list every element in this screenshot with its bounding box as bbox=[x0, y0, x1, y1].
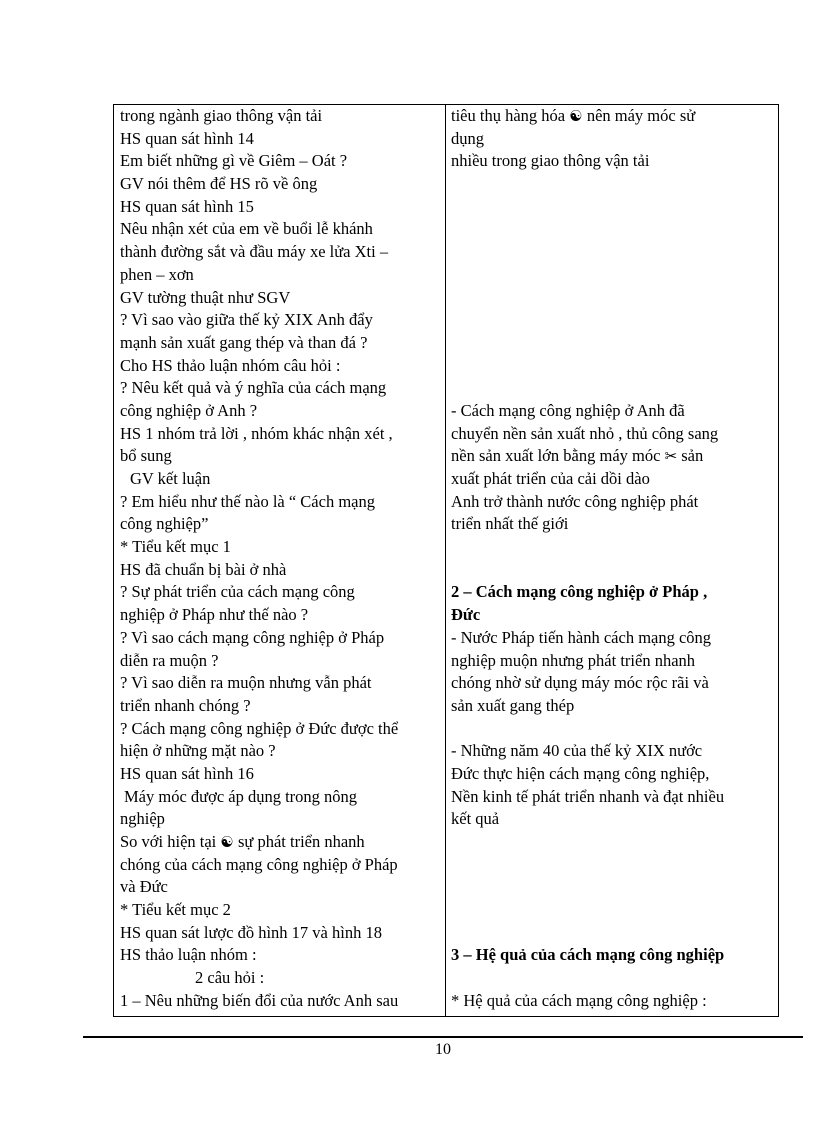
text-line: công nghiệp” bbox=[120, 514, 209, 534]
text-line bbox=[451, 105, 773, 128]
text-line: Cho HS thảo luận nhóm câu hỏi : bbox=[120, 355, 341, 375]
text-line: ? Nêu kết quả và ý nghĩa của cách mạng bbox=[120, 378, 387, 398]
text-line: triển nhất thế giới bbox=[451, 514, 569, 534]
text-line: Em biết những gì về Giêm – Oát ? bbox=[120, 151, 348, 171]
text-line: chóng của cách mạng công nghiệp ở Pháp bbox=[120, 854, 398, 874]
text-line: GV nói thêm để HS rõ về ông bbox=[120, 174, 318, 194]
text-line: - Những năm 40 của thế kỷ XIX nước bbox=[451, 741, 703, 761]
text-line: Máy móc được áp dụng trong nông bbox=[124, 786, 358, 806]
text-line: chóng nhờ sử dụng máy móc rộc rãi và bbox=[451, 673, 709, 693]
text-line: * Tiểu kết mục 1 bbox=[120, 537, 231, 557]
text-line: HS quan sát hình 15 bbox=[120, 196, 254, 216]
text-fragment: sản bbox=[681, 446, 704, 466]
text-line: 2 câu hỏi : bbox=[195, 968, 265, 988]
text-line: trong ngành giao thông vận tải bbox=[120, 106, 323, 125]
section-heading: 3 – Hệ quả của cách mạng công nghiệp bbox=[451, 945, 725, 965]
text-line: Anh trở thành nước công nghiệp phát bbox=[451, 491, 699, 511]
text-line: nghiệp ở Pháp như thế nào ? bbox=[120, 605, 309, 625]
text-fragment: sự phát triển nhanh bbox=[237, 832, 365, 851]
text-line: dụng bbox=[451, 128, 484, 148]
text-fragment: nền sản xuất lớn bằng máy móc bbox=[451, 446, 661, 466]
text-line: HS quan sát hình 16 bbox=[120, 763, 254, 783]
text-line: * Tiểu kết mục 2 bbox=[120, 900, 231, 920]
text-line: * Hệ quả của cách mạng công nghiệp : bbox=[451, 990, 707, 1010]
text-line: triển nhanh chóng ? bbox=[120, 695, 251, 715]
text-line: chuyển nền sản xuất nhỏ , thủ công sang bbox=[451, 423, 719, 443]
text-line: và Đức bbox=[120, 877, 168, 897]
teacher-activity-column bbox=[120, 105, 442, 1013]
text-line: nhiều trong giao thông vận tải bbox=[451, 151, 650, 171]
text-line: Đức thực hiện cách mạng công nghiệp, bbox=[451, 763, 710, 783]
text-line: ? Cách mạng công nghiệp ở Đức được thể bbox=[120, 718, 399, 738]
text-line: thành đường sắt và đầu máy xe lửa Xti – bbox=[120, 242, 389, 262]
text-line: ? Vì sao vào giữa thế kỷ XIX Anh đẩy bbox=[120, 310, 373, 330]
section-heading: Đức bbox=[451, 605, 481, 625]
scissors-icon: ✂ bbox=[664, 447, 678, 466]
text-line: - Cách mạng công nghiệp ở Anh đã bbox=[451, 400, 685, 420]
yin-yang-icon: ☯ bbox=[569, 107, 583, 125]
text-line: nghiệp bbox=[120, 809, 165, 829]
text-line: HS đã chuẩn bị bài ở nhà bbox=[120, 559, 287, 579]
text-line: ? Em hiểu như thế nào là “ Cách mạng bbox=[120, 491, 375, 511]
text-line: bổ sung bbox=[120, 446, 172, 466]
text-line: kết quả bbox=[451, 809, 500, 829]
text-line: HS quan sát lược đồ hình 17 và hình 18 bbox=[120, 922, 382, 942]
text-line: phen – xơn bbox=[120, 264, 194, 284]
page-number: 10 bbox=[435, 1041, 451, 1058]
knowledge-column bbox=[451, 105, 773, 1013]
text-line: GV tường thuật như SGV bbox=[120, 287, 291, 307]
text-line: Nền kinh tế phát triển nhanh và đạt nhiều bbox=[451, 786, 725, 806]
text-fragment: tiêu thụ hàng hóa bbox=[451, 106, 566, 125]
footer-rule bbox=[83, 1036, 803, 1038]
text-fragment: So với hiện tại bbox=[120, 832, 217, 851]
text-line: ? Vì sao diễn ra muộn nhưng vẫn phát bbox=[120, 673, 372, 693]
text-line: mạnh sản xuất gang thép và than đá ? bbox=[120, 332, 368, 352]
yin-yang-icon: ☯ bbox=[220, 833, 234, 851]
text-line: ? Vì sao cách mạng công nghiệp ở Pháp bbox=[120, 627, 385, 647]
text-line: HS 1 nhóm trả lời , nhóm khác nhận xét , bbox=[120, 423, 393, 443]
text-line: HS thảo luận nhóm : bbox=[120, 945, 257, 965]
text-line: xuất phát triển của cải dồi dào bbox=[451, 469, 650, 488]
column-divider bbox=[445, 104, 446, 1017]
text-line: ? Sự phát triển của cách mạng công bbox=[120, 582, 355, 602]
text-line: hiện ở những mặt nào ? bbox=[120, 741, 276, 761]
text-line: sản xuất gang thép bbox=[451, 695, 575, 715]
text-line: diễn ra muộn ? bbox=[120, 650, 219, 670]
text-line bbox=[120, 831, 442, 854]
text-line: công nghiệp ở Anh ? bbox=[120, 400, 258, 420]
text-line bbox=[451, 445, 773, 468]
text-line: 1 – Nêu những biến đổi của nước Anh sau bbox=[120, 990, 399, 1010]
text-line: nghiệp muộn nhưng phát triển nhanh bbox=[451, 650, 696, 670]
text-fragment: nên máy móc sử bbox=[586, 106, 696, 125]
text-line: Nêu nhận xét của em về buổi lễ khánh bbox=[120, 219, 373, 239]
text-line: - Nước Pháp tiến hành cách mạng công bbox=[451, 627, 712, 647]
text-line: GV kết luận bbox=[130, 469, 211, 488]
text-line: HS quan sát hình 14 bbox=[120, 128, 254, 148]
section-heading: 2 – Cách mạng công nghiệp ở Pháp , bbox=[451, 582, 708, 602]
